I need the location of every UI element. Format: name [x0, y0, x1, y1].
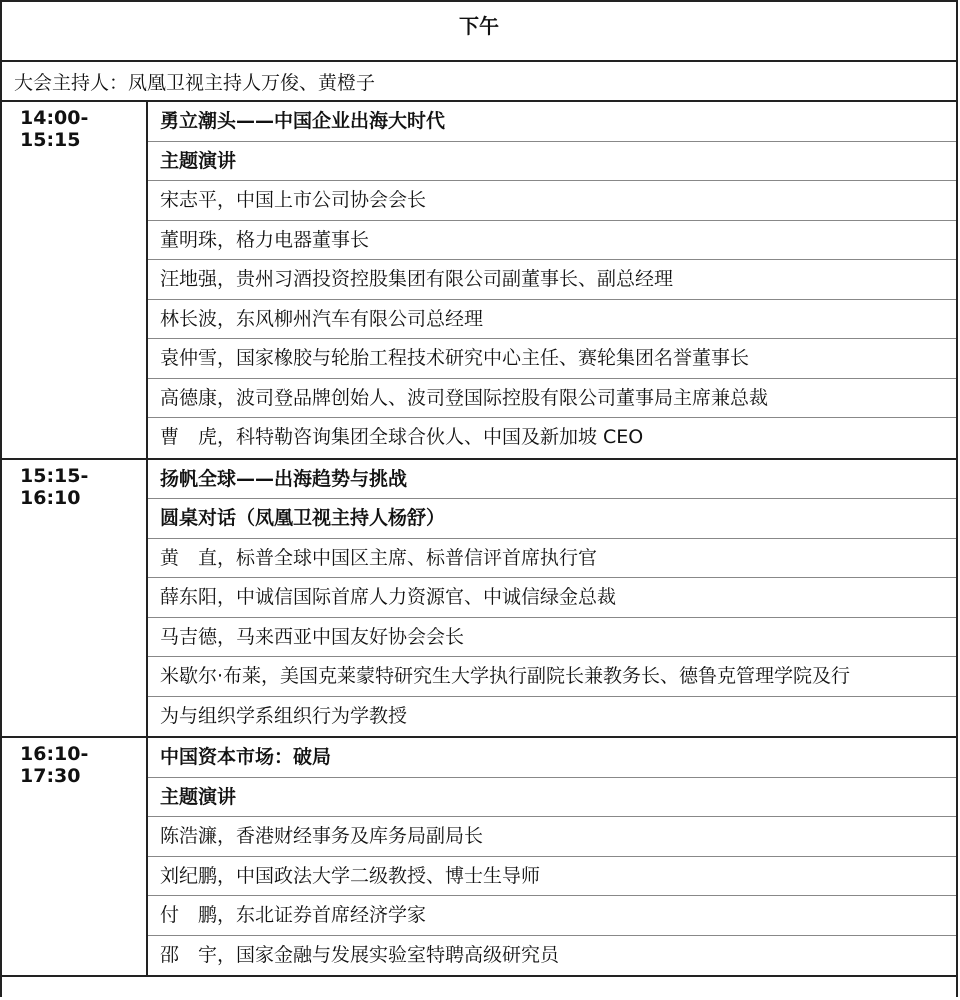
- session-format: 主题演讲: [148, 142, 956, 182]
- speaker-line: 汪地强，贵州习酒投资控股集团有限公司副董事长、副总经理: [148, 260, 956, 300]
- session-content: [147, 101, 957, 459]
- next-row-cell: [1, 976, 957, 997]
- speaker-line: 陈浩濂，香港财经事务及库务局副局长: [148, 817, 956, 857]
- speaker-line: 袁仲雪，国家橡胶与轮胎工程技术研究中心主任、赛轮集团名誉董事长: [148, 339, 956, 379]
- speaker-line: 为与组织学系组织行为学教授: [160, 704, 408, 727]
- session-title: 扬帆全球——出海趋势与挑战: [148, 460, 956, 500]
- session-title: 勇立潮头——中国企业出海大时代: [148, 102, 956, 142]
- next-row-fragment: [1, 976, 957, 997]
- speaker-line: 宋志平，中国上市公司协会会长: [148, 181, 956, 221]
- speaker-line: 邵 宇，国家金融与发展实验室特聘高级研究员: [160, 943, 560, 966]
- session-time: 14:00-15:15: [1, 101, 147, 459]
- afternoon-title: 下午: [1, 1, 957, 61]
- speaker-line: 米歇尔·布莱，美国克莱蒙特研究生大学执行副院长兼教务长、德鲁克管理学院及行: [148, 657, 956, 697]
- session-time: 16:10-17:30: [1, 737, 147, 976]
- host-text: 大会主持人：凤凰卫视主持人万俊、黄橙子: [1, 61, 957, 101]
- session-title: 中国资本市场：破局: [148, 738, 956, 778]
- session-format: 圆桌对话（凤凰卫视主持人杨舒）: [148, 499, 956, 539]
- speaker-line: 曹 虎，科特勒咨询集团全球合伙人、中国及新加坡 CEO: [160, 426, 644, 448]
- header-row: [1, 1, 957, 61]
- speaker-line: 马吉德，马来西亚中国友好协会会长: [148, 618, 956, 658]
- session-row: [1, 737, 957, 976]
- session-row: [1, 101, 957, 459]
- session-format: 主题演讲: [148, 778, 956, 818]
- speaker-line: 薛东阳，中诚信国际首席人力资源官、中诚信绿金总裁: [148, 578, 956, 618]
- speaker-line: 刘纪鹏，中国政法大学二级教授、博士生导师: [148, 857, 956, 897]
- speaker-line: 林长波，东风柳州汽车有限公司总经理: [148, 300, 956, 340]
- session-content: [147, 737, 957, 976]
- speaker-line: 付 鹏，东北证券首席经济学家: [148, 896, 956, 936]
- session-content: [147, 459, 957, 738]
- session-row: [1, 459, 957, 738]
- speaker-line: 董明珠，格力电器董事长: [148, 221, 956, 261]
- speaker-line: 高德康，波司登品牌创始人、波司登国际控股有限公司董事局主席兼总裁: [148, 379, 956, 419]
- host-row: [1, 61, 957, 101]
- session-time: 15:15-16:10: [1, 459, 147, 738]
- speaker-line: 黄 直，标普全球中国区主席、标普信评首席执行官: [148, 539, 956, 579]
